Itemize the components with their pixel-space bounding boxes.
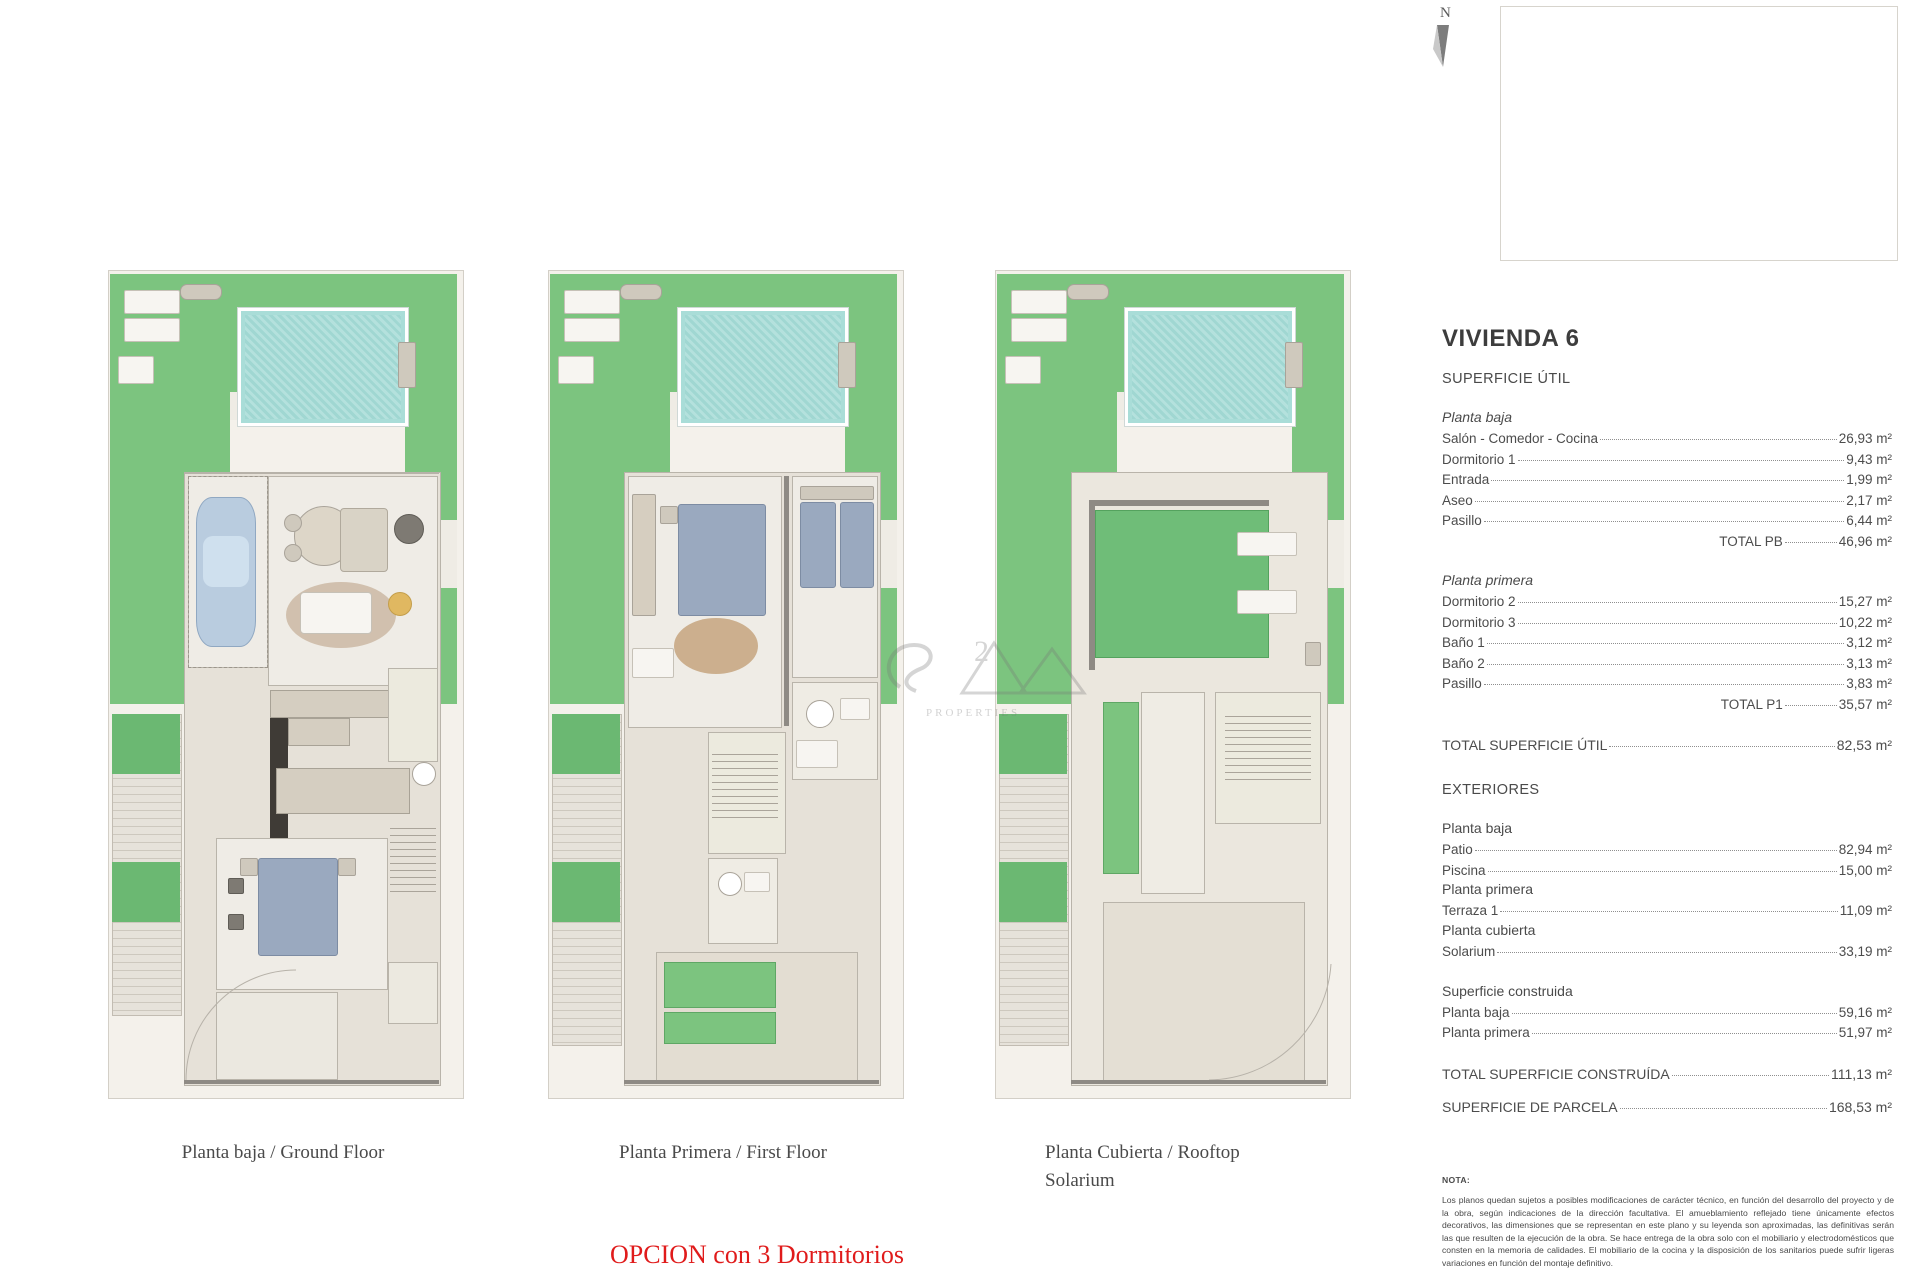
plan-rooftop	[975, 262, 1365, 1194]
watermark-text: PROPERTIES	[926, 707, 1021, 719]
north-label: N	[1440, 5, 1451, 21]
spec-row: Dormitorio 1 9,43 m²	[1442, 451, 1892, 467]
north-arrow	[1415, 5, 1475, 85]
plan-rooftop-caption: Planta Cubierta / Rooftop Solarium	[1045, 1142, 1240, 1191]
spec-row: Salón - Comedor - Cocina 26,93 m²	[1442, 431, 1892, 446]
legal-note-heading: NOTA:	[1442, 1175, 1471, 1185]
spec-row: Pasillo 6,44 m²	[1442, 513, 1892, 529]
spec-row: Pasillo 3,83 m²	[1442, 676, 1892, 692]
spec-total-row: TOTAL PB 46,96 m²	[1719, 533, 1892, 549]
ext-group-title-roof: Planta cubierta	[1442, 922, 1536, 938]
spec-row: Planta baja 59,16 m²	[1442, 1004, 1892, 1020]
spec-row: Piscina 15,00 m²	[1442, 862, 1892, 878]
leader-dots	[1518, 602, 1837, 603]
roof-swing-icon	[1205, 962, 1335, 1082]
plan-ground-floor-drawing	[88, 262, 478, 1117]
plan-first-floor-drawing	[528, 262, 918, 1117]
spec-total-useful: TOTAL SUPERFICIE ÚTIL 82,53 m²	[1442, 737, 1892, 754]
leader-dots	[1785, 705, 1837, 706]
plan-ground-floor-caption: Planta baja / Ground Floor	[181, 1142, 385, 1163]
spec-row: Dormitorio 2 15,27 m²	[1442, 594, 1892, 610]
leader-dots	[1497, 952, 1836, 953]
section-title-useful-area: SUPERFICIE ÚTIL	[1442, 371, 1571, 387]
key-plan-border	[1500, 6, 1898, 261]
spec-total-built: TOTAL SUPERFICIE CONSTRUÍDA 111,13 m²	[1442, 1065, 1892, 1082]
spec-row: Solarium 33,19 m²	[1442, 944, 1892, 959]
key-plan	[1500, 6, 1898, 261]
leader-dots	[1672, 1075, 1829, 1076]
leader-dots	[1475, 850, 1837, 851]
leader-dots	[1532, 1033, 1837, 1034]
specs-panel	[1442, 325, 1892, 1118]
leader-dots	[1487, 664, 1844, 665]
leader-dots	[1491, 480, 1844, 481]
leader-dots	[1620, 1108, 1827, 1109]
spec-row: Entrada 1,99 m²	[1442, 472, 1892, 488]
leader-dots	[1609, 746, 1834, 747]
leader-dots	[1785, 542, 1837, 543]
spec-plot-area: SUPERFICIE DE PARCELA 168,53 m²	[1442, 1098, 1892, 1115]
ext-group-title-first: Planta primera	[1442, 881, 1534, 898]
leader-dots	[1487, 643, 1844, 644]
option-note: OPCION con 3 Dormitorios	[610, 1240, 904, 1269]
section-title-exteriors: EXTERIORES	[1442, 782, 1540, 799]
group-title-ground: Planta baja	[1442, 409, 1513, 425]
ext-group-title-ground: Planta baja	[1442, 820, 1513, 837]
group-title-first: Planta primera	[1442, 572, 1534, 589]
leader-dots	[1518, 460, 1845, 461]
door-swing-icon	[184, 962, 304, 1082]
unit-title: VIVIENDA 6	[1442, 325, 1580, 352]
spec-total-row: TOTAL P1 35,57 m²	[1720, 696, 1892, 712]
plan-rooftop-drawing	[975, 262, 1365, 1117]
leader-dots	[1500, 911, 1837, 912]
leader-dots	[1518, 623, 1837, 624]
leader-dots	[1488, 871, 1837, 872]
plan-first-floor-caption: Planta Primera / First Floor	[619, 1142, 827, 1163]
leader-dots	[1512, 1013, 1837, 1014]
spec-row: Patio 82,94 m²	[1442, 842, 1892, 858]
plan-first-floor	[528, 262, 918, 1167]
leader-dots	[1475, 501, 1844, 502]
svg-text:2: 2	[974, 635, 989, 668]
built-group-title: Superficie construida	[1442, 982, 1573, 999]
spec-row: Aseo 2,17 m²	[1442, 492, 1892, 508]
spec-row: Planta primera 51,97 m²	[1442, 1025, 1892, 1041]
spec-row: Terraza 1 11,09 m²	[1442, 903, 1892, 919]
leader-dots	[1600, 439, 1837, 440]
leader-dots	[1484, 521, 1844, 522]
leader-dots	[1484, 684, 1844, 685]
spec-row: Dormitorio 3 10,22 m²	[1442, 614, 1892, 630]
legal-note-body: Los planos quedan sujetos a posibles modificaciones de carácter técnico, en función del desarrollo del proyecto y de la obra, según indicaciones de la dirección facultativa. El amueblamiento reflejado tiene únicamente efectos decorativos, las dimensiones que se representan en este plano y su leyenda son aproximadas, las definitivas serán las que resulten de la ejecución de la obra. Se hace entrega de la obra solo con el mobiliario y electrodomésticos que consten en la memoria de calidades. El mobiliario de la cocina y la disposición de los sanitarios puede sufrir ligeras variaciones en función del montaje definitivo.	[1442, 1195, 1894, 1268]
plan-ground-floor	[88, 262, 478, 1167]
spec-row: Baño 1 3,12 m²	[1442, 635, 1892, 651]
spec-row: Baño 2 3,13 m²	[1442, 655, 1892, 671]
legal-note	[1442, 1174, 1894, 1269]
